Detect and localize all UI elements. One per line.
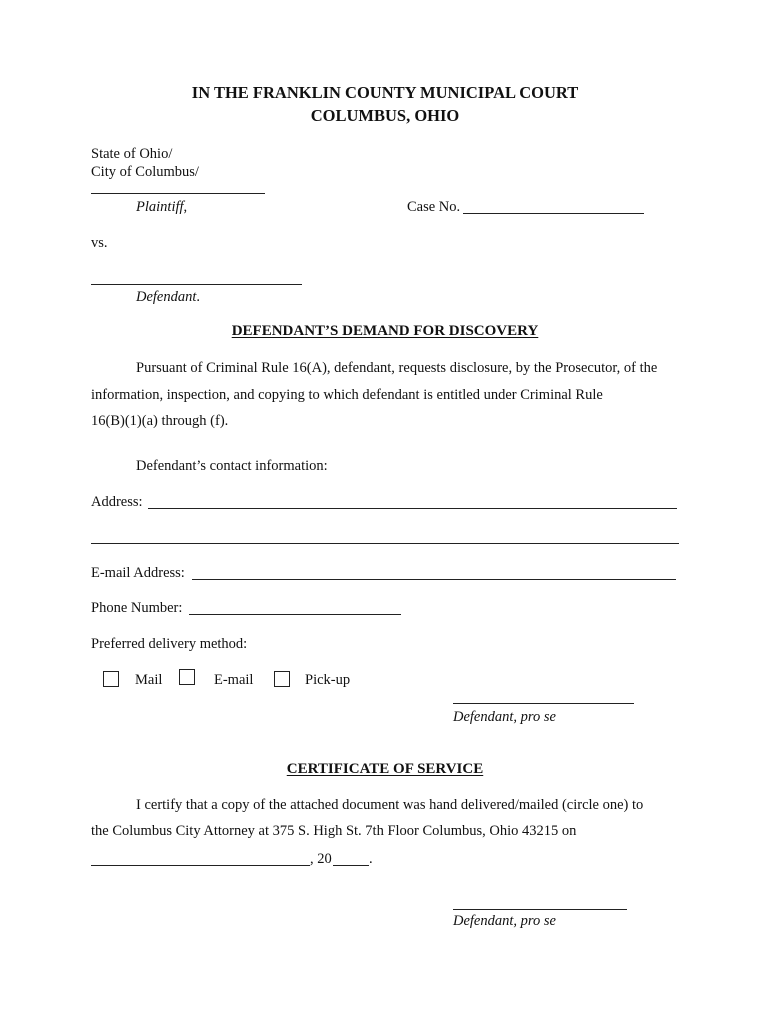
- defendant-blank-line[interactable]: [91, 284, 302, 285]
- demand-signature-label: Defendant, pro se: [453, 709, 556, 725]
- certificate-signature-line[interactable]: [453, 909, 627, 910]
- court-location: COLUMBUS, OHIO: [310, 106, 460, 125]
- service-year-blank[interactable]: [333, 865, 369, 866]
- address-field-line-1[interactable]: [148, 508, 677, 509]
- mail-checkbox[interactable]: [103, 671, 119, 687]
- address-label: Address:: [91, 494, 143, 510]
- plaintiff-label: Plaintiff,: [136, 199, 188, 215]
- certificate-title: CERTIFICATE OF SERVICE: [286, 761, 484, 777]
- demand-body-line-1: Pursuant of Criminal Rule 16(A), defendant, requests disclosure, by the Prosecutor, of the: [136, 360, 658, 376]
- court-name: IN THE FRANKLIN COUNTY MUNICIPAL COURT: [191, 83, 579, 102]
- case-number-blank[interactable]: [463, 213, 644, 214]
- plaintiff-line-2: City of Columbus/: [91, 164, 199, 180]
- delivery-method-label: Preferred delivery method:: [91, 636, 248, 652]
- plaintiff-blank-line[interactable]: [91, 193, 265, 194]
- email-label: E-mail Address:: [91, 565, 185, 581]
- pickup-option-label: Pick-up: [305, 672, 351, 688]
- versus-text: vs.: [91, 235, 108, 251]
- case-number-label: Case No.: [407, 199, 461, 215]
- plaintiff-line-1: State of Ohio/: [91, 146, 173, 162]
- phone-field-line[interactable]: [189, 614, 401, 615]
- certificate-body-line-2: the Columbus City Attorney at 375 S. High St. 7th Floor Columbus, Ohio 43215 on: [91, 823, 577, 839]
- service-date-period: .: [369, 851, 373, 867]
- certificate-signature-label: Defendant, pro se: [453, 913, 556, 929]
- email-field-line[interactable]: [192, 579, 676, 580]
- mail-option-label: Mail: [135, 672, 163, 688]
- demand-body-line-3: 16(B)(1)(a) through (f).: [91, 413, 229, 429]
- email-checkbox[interactable]: [179, 669, 195, 685]
- contact-heading: Defendant’s contact information:: [136, 458, 328, 474]
- defendant-label: Defendant.: [136, 289, 201, 305]
- service-year-prefix: , 20: [310, 851, 332, 867]
- pickup-checkbox[interactable]: [274, 671, 290, 687]
- demand-body-line-2: information, inspection, and copying to which defendant is entitled under Criminal Rule: [91, 387, 603, 403]
- certificate-body-line-1: I certify that a copy of the attached document was hand delivered/mailed (circle one) to: [136, 797, 644, 813]
- email-option-label: E-mail: [214, 672, 254, 688]
- phone-label: Phone Number:: [91, 600, 183, 616]
- demand-title: DEFENDANT’S DEMAND FOR DISCOVERY: [231, 323, 539, 339]
- service-date-line[interactable]: [91, 865, 310, 866]
- address-field-line-2[interactable]: [91, 543, 679, 544]
- demand-signature-line[interactable]: [453, 703, 634, 704]
